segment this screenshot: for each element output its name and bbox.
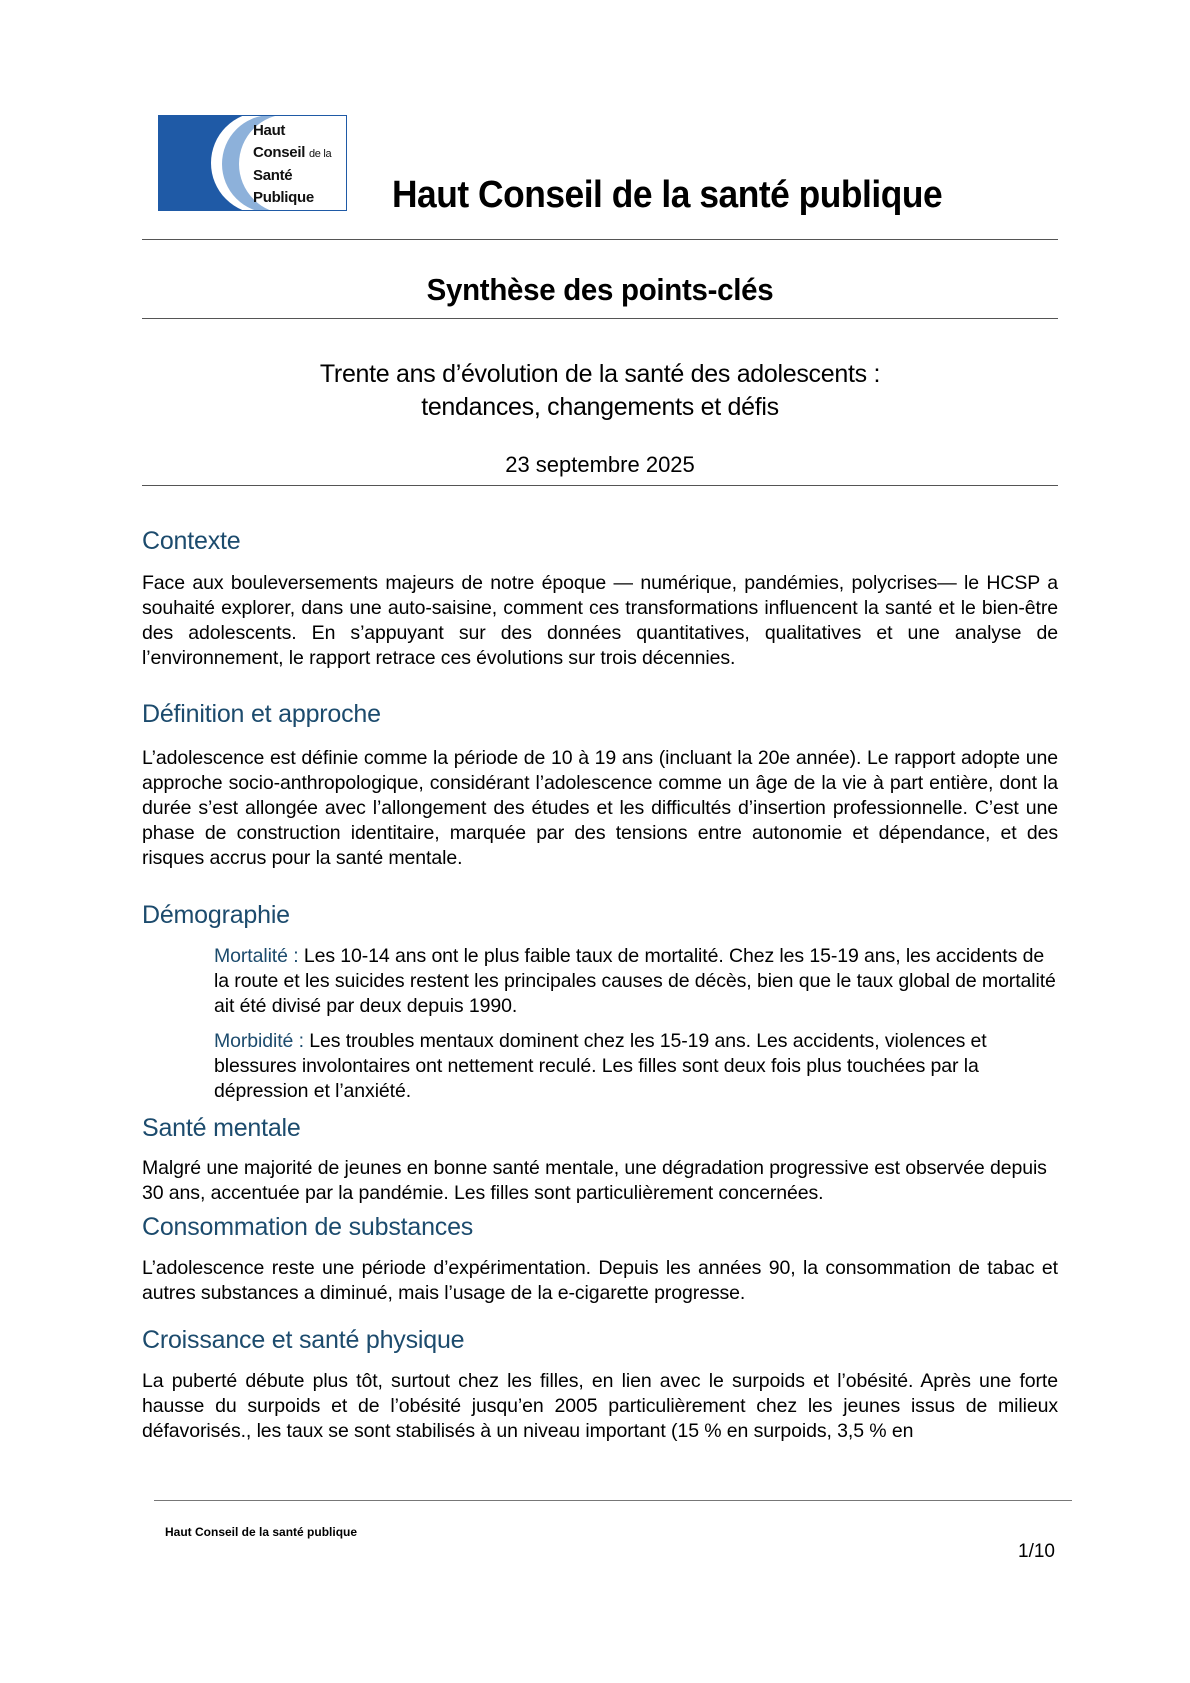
logo-line-sante: Santé xyxy=(253,167,293,184)
logo-text xyxy=(253,120,331,208)
section-title-demographie: Démographie xyxy=(142,901,290,929)
section-text-definition: L’adolescence est définie comme la période de 10 à 19 ans (incluant la 20e année). Le rapport adopte une approche socio-anthropologique, considérant l’adolescence comme un âge de la vie à part entière, dont la durée s’est allongée avec l’allongement des études et les difficultés d’insertion professionnelle. C’est une phase de construction identitaire, marquée par des tensions entre autonomie et dépendance, et des risques accrus pour la santé mentale. xyxy=(142,747,1058,869)
subtitle-line-1: Trente ans d’évolution de la santé des adolescents : xyxy=(319,360,881,388)
heading-divider xyxy=(142,318,1058,319)
footer-org: Haut Conseil de la santé publique xyxy=(165,1525,358,1539)
section-title-substances: Consommation de substances xyxy=(142,1213,474,1241)
mortalite-text: Les 10-14 ans ont le plus faible taux de mortalité. Chez les 15-19 ans, les accidents de la route et les suicides restent les principales causes de décès, bien que le taux global de mortalité ait été divisé par deux depuis 1990. xyxy=(214,945,1056,1017)
section-text-substances: L’adolescence reste une période d’expérimentation. Depuis les années 90, la consommation de tabac et autres substances a diminué, mais l’usage de la e-cigarette progresse. xyxy=(142,1257,1058,1304)
section-title-definition: Définition et approche xyxy=(142,700,381,728)
logo-line-haut: Haut xyxy=(253,122,286,139)
morbidite-text: Les troubles mentaux dominent chez les 15-19 ans. Les accidents, violences et blessures involontaires ont nettement reculé. Les filles sont deux fois plus touchées par la dépression et l’anxiété. xyxy=(214,1030,987,1102)
document-subtitle xyxy=(142,358,1058,424)
section-text-sante-mentale: Malgré une majorité de jeunes en bonne santé mentale, une dégradation progressive est observée depuis 30 ans, accentuée par la pandémie. Les filles sont particulièrement concernées. xyxy=(142,1157,1047,1204)
hcsp-logo xyxy=(158,115,347,211)
section-text-croissance: La puberté débute plus tôt, surtout chez les filles, en lien avec le surpoids et l’obésité. Après une forte hausse du surpoids et de l’obésité jusqu’en 2005 particulièrement chez les jeunes issus de milieux défavorisés., les taux se sont stabilisés à un niveau important (15 % en surpoids, 3,5 % en xyxy=(142,1370,1058,1442)
org-title: Haut Conseil de la santé publique xyxy=(392,174,943,216)
section-text-contexte: Face aux bouleversements majeurs de notre époque — numérique, pandémies, polycrises— le HCSP a souhaité explorer, dans une auto-saisine, comment ces transformations influencent la santé et le bien-être des adolescents. En s’appuyant sur des données quantitatives, qualitatives et une analyse de l’environnement, le rapport retrace ces évolutions sur trois décennies. xyxy=(142,572,1058,669)
section-title-contexte: Contexte xyxy=(142,527,241,555)
morbidite-label: Morbidité : xyxy=(214,1030,304,1052)
logo-line-conseil: Conseil xyxy=(253,143,306,161)
demographie-mortalite xyxy=(214,944,1060,1019)
demographie-morbidite xyxy=(214,1029,1060,1104)
page-number: 1/10 xyxy=(1018,1541,1055,1562)
document-heading: Synthèse des points-clés xyxy=(426,272,774,307)
logo-line-dela: de la xyxy=(308,147,332,160)
date-divider xyxy=(142,485,1058,486)
section-title-sante-mentale: Santé mentale xyxy=(142,1114,301,1142)
logo-line-publique: Publique xyxy=(253,188,314,206)
section-title-croissance: Croissance et santé physique xyxy=(142,1326,465,1354)
document-date: 23 septembre 2025 xyxy=(505,452,695,477)
mortalite-label: Mortalité : xyxy=(214,945,299,967)
footer-divider xyxy=(154,1500,1072,1501)
subtitle-line-2: tendances, changements et défis xyxy=(421,393,779,421)
header-divider xyxy=(142,239,1058,240)
